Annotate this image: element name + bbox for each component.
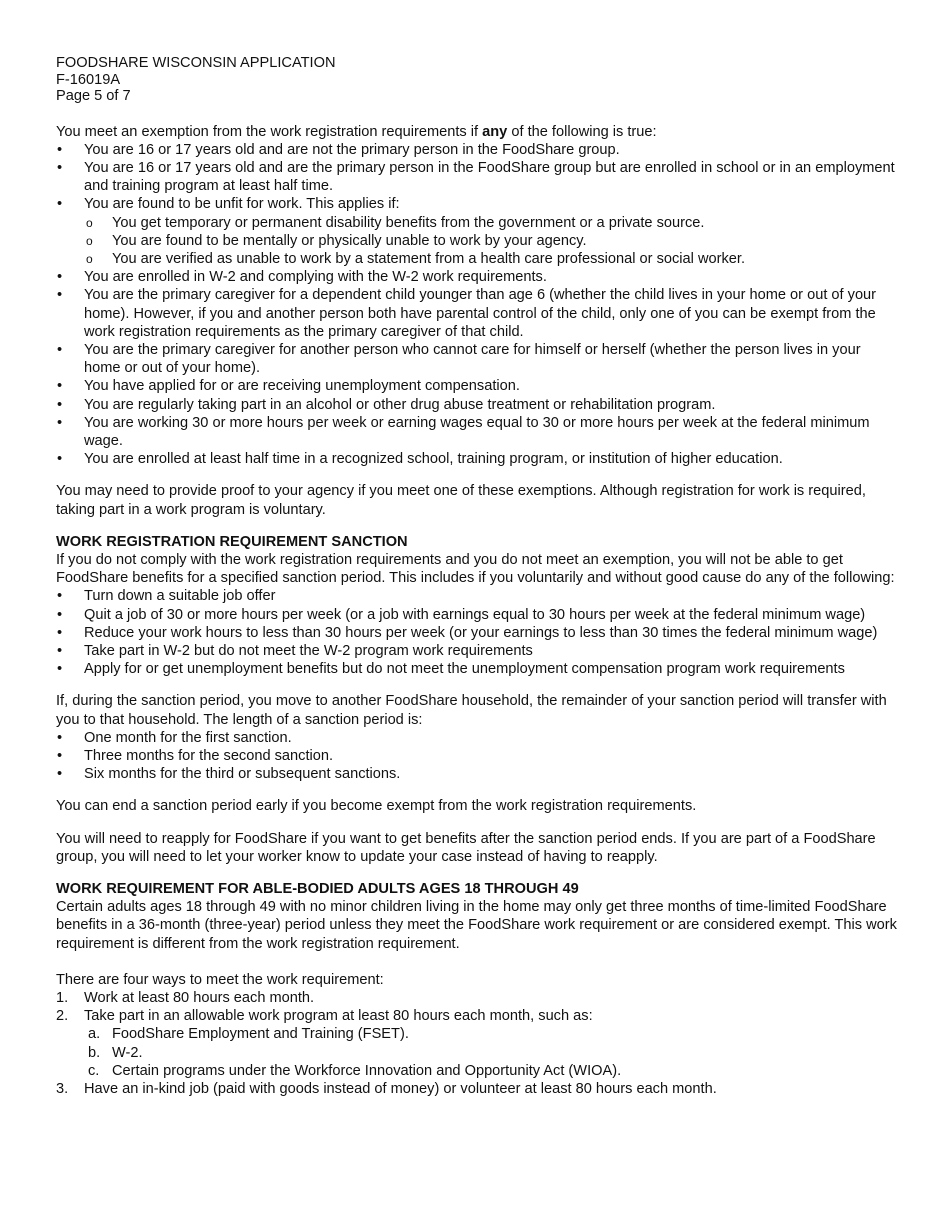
list-item: • You are found to be unfit for work. This applies if: <box>56 195 898 213</box>
abawd-heading: WORK REQUIREMENT FOR ABLE-BODIED ADULTS AGES 18 THROUGH 49 <box>56 881 579 898</box>
form-title: FOODSHARE WISCONSIN APPLICATION <box>56 55 336 71</box>
sanction-intro: If you do not comply with the work registration requirements and you do not meet an exemption, you will not be able to get FoodShare benefits for a specified sanction period. This includes if you voluntarily and without good cause do any of the following: <box>56 551 895 587</box>
list-item: o You are found to be mentally or physically unable to work by your agency. <box>84 232 898 250</box>
list-item: • You are working 30 or more hours per week or earning wages equal to 30 or more hours per week at the federal minimum wage. <box>56 414 898 450</box>
proof-note: You may need to provide proof to your agency if you meet one of these exemptions. Although registration for work is required, taking part in a work program is voluntary. <box>56 483 866 518</box>
list-item: • You are 16 or 17 years old and are not the primary person in the FoodShare group. <box>56 141 898 159</box>
abawd-intro: Certain adults ages 18 through 49 with no minor children living in the home may only get three months of time-limited FoodShare benefits in a 36-month (three-year) period unless they meet the FoodShare work requirement or are considered exempt. This work requirement is different from the work registration requirement. <box>56 899 897 952</box>
list-item: • One month for the first sanction. <box>56 729 898 747</box>
sanction-reapply: You will need to reapply for FoodShare if you want to get benefits after the sanction period ends. If you are part of a FoodShare group, you will need to let your worker know to update your case instead of having to reapply. <box>56 830 876 865</box>
work-program-sublist <box>56 1025 898 1080</box>
list-item: • Reduce your work hours to less than 30 hours per week (or your earnings to less than 30 times the federal minimum wage) <box>56 624 898 642</box>
list-item: • Quit a job of 30 or more hours per week (or a job with earnings equal to 30 hours per week at the federal minimum wage) <box>56 606 898 624</box>
sanction-heading: WORK REGISTRATION REQUIREMENT SANCTION <box>56 533 408 550</box>
list-item: • Turn down a suitable job offer <box>56 587 898 605</box>
list-item: • Take part in W-2 but do not meet the W-2 program work requirements <box>56 642 898 660</box>
list-item: 2. Take part in an allowable work program at least 80 hours each month, such as: <box>56 1008 593 1025</box>
list-item: a. FoodShare Employment and Training (FSET). <box>88 1026 409 1043</box>
list-item: 3. Have an in-kind job (paid with goods instead of money) or volunteer at least 80 hours each month. <box>56 1081 717 1098</box>
exemptions-intro: You meet an exemption from the work registration requirements if any of the following is true: <box>56 123 657 140</box>
ways-list <box>56 989 898 1098</box>
list-item: • Three months for the second sanction. <box>56 747 898 765</box>
form-header <box>56 55 898 105</box>
list-item: • You have applied for or are receiving unemployment compensation. <box>56 377 898 395</box>
exemptions-list <box>56 141 898 469</box>
emphasis-any: any <box>482 123 508 140</box>
list-item: o You get temporary or permanent disability benefits from the government or a private source. <box>84 214 898 232</box>
list-item: • Apply for or get unemployment benefits but do not meet the unemployment compensation program work requirements <box>56 660 898 678</box>
sanction-transfer: If, during the sanction period, you move to another FoodShare household, the remainder of your sanction period will transfer with you to that household. The length of a sanction period is: <box>56 693 887 728</box>
sanction-end-early: You can end a sanction period early if you become exempt from the work registration requirements. <box>56 798 697 815</box>
ways-intro: There are four ways to meet the work requirement: <box>56 971 384 988</box>
list-item: • You are the primary caregiver for another person who cannot care for himself or herself (whether the person lives in your home or out of your home). <box>56 341 898 377</box>
list-item: • You are 16 or 17 years old and are the primary person in the FoodShare group but are enrolled in school or in an employment and training program at least half time. <box>56 159 898 195</box>
page-number: Page 5 of 7 <box>56 88 131 104</box>
sanction-causes-list <box>56 587 898 678</box>
list-item: 1. Work at least 80 hours each month. <box>56 990 315 1007</box>
list-item: • You are the primary caregiver for a dependent child younger than age 6 (whether the child lives in your home or out of your home). However, if you and another person both have parental control of the child, only one of you can be exempt from the work registration requirements as the primary caregiver of that child. <box>56 286 898 341</box>
list-item: o You are verified as unable to work by a statement from a health care professional or social worker. <box>84 250 898 268</box>
list-item: c. Certain programs under the Workforce Innovation and Opportunity Act (WIOA). <box>88 1062 622 1079</box>
list-item: • You are enrolled at least half time in a recognized school, training program, or institution of higher education. <box>56 450 898 468</box>
list-item: • You are regularly taking part in an alcohol or other drug abuse treatment or rehabilitation program. <box>56 396 898 414</box>
list-item: b. W-2. <box>88 1044 143 1061</box>
list-item: • Six months for the third or subsequent sanctions. <box>56 765 898 783</box>
form-number: F-16019A <box>56 71 121 88</box>
list-item: • You are enrolled in W-2 and complying with the W-2 work requirements. <box>56 268 898 286</box>
sanction-lengths-list <box>56 729 898 784</box>
unfit-sublist <box>84 214 898 269</box>
